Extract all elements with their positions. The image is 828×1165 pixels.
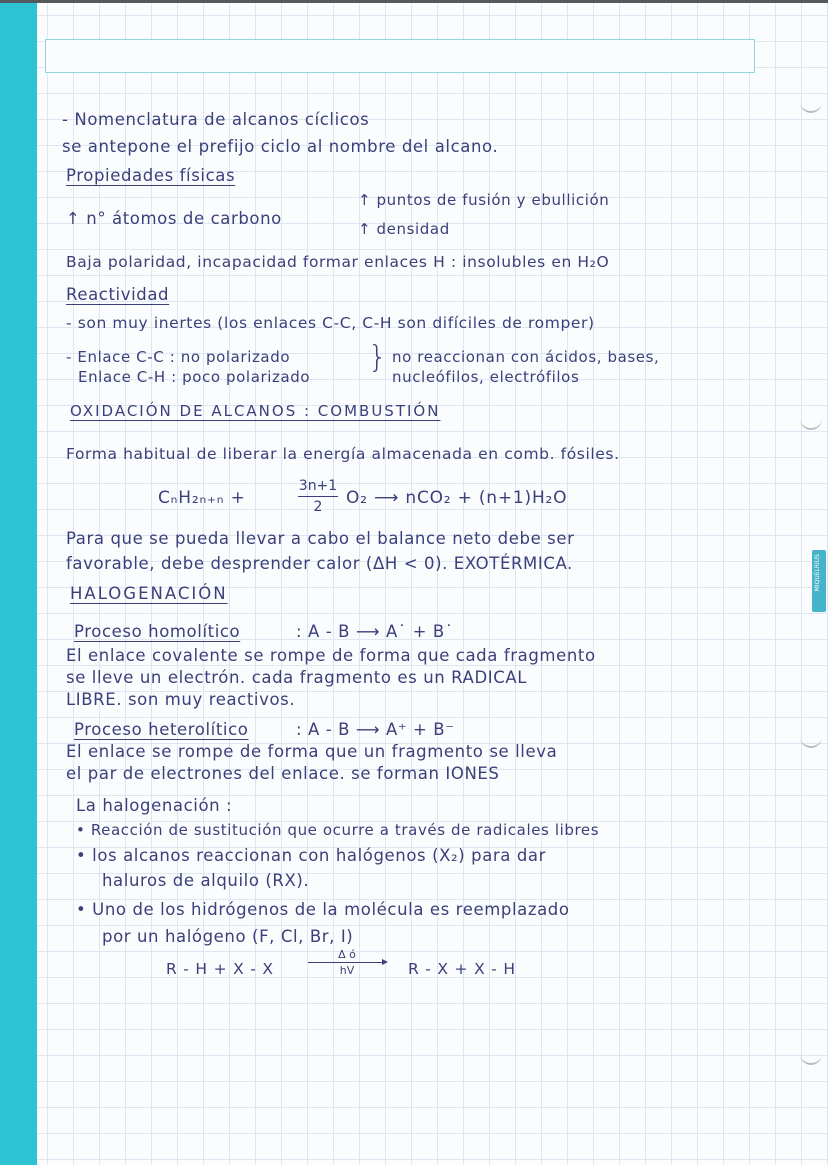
note-line: por un halógeno (F, Cl, Br, I) xyxy=(102,927,354,946)
equation-combustion-left: CₙH₂ₙ₊ₙ + xyxy=(158,488,246,508)
header-box xyxy=(45,39,755,73)
heading-halogenacion: HALOGENACIÓN xyxy=(70,584,228,603)
heading-propiedades: Propiedades físicas xyxy=(66,166,236,185)
equation-fraction xyxy=(298,478,338,515)
equation-halogenation-left: R - H + X - X xyxy=(166,960,274,978)
homolitico-equation: : A - B ⟶ A˙ + B˙ xyxy=(296,622,454,641)
note-line: Para que se pueda llevar a cabo el balance neto debe ser xyxy=(66,529,575,548)
note-line: • Reacción de sustitución que ocurre a través de radicales libres xyxy=(76,821,600,839)
note-line: ↑ puntos de fusión y ebullición xyxy=(358,191,610,209)
margin-stripe xyxy=(0,3,37,1165)
equation-combustion-right: O₂ ⟶ nCO₂ + (n+1)H₂O xyxy=(346,488,568,508)
note-line: El enlace se rompe de forma que un fragmento se lleva xyxy=(66,742,558,761)
note-line: - Enlace C-C : no polarizado xyxy=(66,348,291,366)
arrow-condition-bottom: hV xyxy=(339,964,355,978)
note-line: • Uno de los hidrógenos de la molécula es reemplazado xyxy=(76,900,570,919)
brace: } xyxy=(368,340,388,375)
heading-homolitico: Proceso homolítico xyxy=(74,622,241,641)
fraction-numerator: 3n+1 xyxy=(298,478,338,494)
fraction-denominator: 2 xyxy=(313,499,323,516)
note-line: Enlace C-H : poco polarizado xyxy=(78,368,311,386)
note-line: ↑ n° átomos de carbono xyxy=(66,209,282,228)
note-line: • los alcanos reaccionan con halógenos (X₂) para dar xyxy=(76,846,547,865)
note-line: no reaccionan con ácidos, bases, xyxy=(392,348,660,366)
brand-label: MIQUELRIUS xyxy=(814,554,821,592)
heading-heterolitico: Proceso heterolítico xyxy=(74,720,249,739)
note-line: LIBRE. son muy reactivos. xyxy=(66,690,296,709)
brand-tab xyxy=(812,550,826,612)
note-line: el par de electrones del enlace. se forman IONES xyxy=(66,764,500,783)
equation-halogenation-right: R - X + X - H xyxy=(408,960,516,978)
note-line: se lleve un electrón. cada fragmento es un RADICAL xyxy=(66,668,528,687)
note-line: - son muy inertes (los enlaces C-C, C-H son difíciles de romper) xyxy=(66,314,595,332)
heterolitico-equation: : A - B ⟶ A⁺ + B⁻ xyxy=(296,720,455,739)
note-line: nucleófilos, electrófilos xyxy=(392,368,580,386)
note-line: El enlace covalente se rompe de forma que cada fragmento xyxy=(66,646,596,665)
reaction-arrow xyxy=(308,948,386,977)
note-line: favorable, debe desprender calor (ΔH < 0). EXOTÉRMICA. xyxy=(66,554,573,573)
note-line: Baja polaridad, incapacidad formar enlaces H : insolubles en H₂O xyxy=(66,253,610,271)
note-line: ↑ densidad xyxy=(358,220,450,238)
arrow-condition-top: Δ ó xyxy=(338,948,356,961)
note-line: La halogenación : xyxy=(76,796,233,815)
note-line: Forma habitual de liberar la energía almacenada en comb. fósiles. xyxy=(66,445,620,463)
note-line: - Nomenclatura de alcanos cíclicos xyxy=(62,110,370,129)
heading-reactividad: Reactividad xyxy=(66,285,170,304)
note-line: se antepone el prefijo ciclo al nombre del alcano. xyxy=(62,137,499,156)
note-line: haluros de alquilo (RX). xyxy=(102,871,310,890)
heading-oxidacion: OXIDACIÓN DE ALCANOS : COMBUSTIÓN xyxy=(70,402,441,420)
